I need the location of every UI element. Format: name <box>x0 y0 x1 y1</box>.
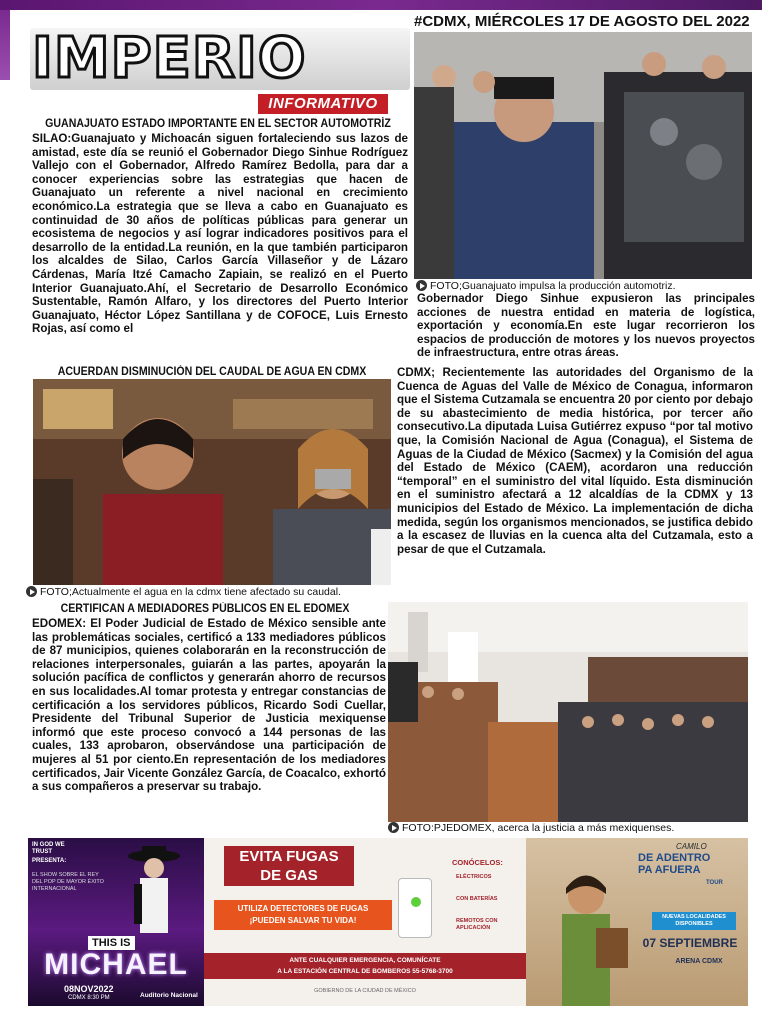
article3-headline: CERTIFICAN A MEDIADORES PÚBLICOS EN EL EDOMEX <box>60 603 350 615</box>
camilo-localidades: NUEVAS LOCALIDADES DISPONIBLES <box>652 912 736 930</box>
gas-title-line1: EVITA FUGAS <box>239 848 339 865</box>
article2-caption-text: FOTO;Actualmente el agua en la cdmx tiene afectado su caudal. <box>40 586 341 598</box>
michael-figure-icon <box>118 844 188 939</box>
gas-type-2: CON BATERÍAS <box>456 896 498 902</box>
michael-name: MICHAEL <box>44 948 188 981</box>
article1-photo-image <box>414 32 752 279</box>
michael-silhouette <box>118 844 188 939</box>
detector-light-icon <box>411 897 421 907</box>
camilo-tour-line2: PA AFUERA <box>638 864 701 876</box>
article2-photo-image <box>33 379 391 585</box>
camilo-venue: ARENA CDMX <box>675 958 723 965</box>
gas-emergency-line1: ANTE CUALQUIER EMERGENCIA, COMUNÍCATE <box>289 957 441 964</box>
logo-text: IMPERIO <box>32 26 307 91</box>
michael-date: 08NOV2022 <box>64 984 114 994</box>
camilo-tour-title <box>638 852 744 876</box>
gas-subtitle-line1: UTILIZA DETECTORES DE FUGAS <box>237 904 369 913</box>
gas-type-3: REMOTOS CON APLICACIÓN <box>456 918 498 931</box>
play-icon-3 <box>388 822 399 833</box>
camilo-tour: TOUR <box>706 880 723 886</box>
michael-presenta: PRESENTA: <box>32 858 67 864</box>
gas-conocelos: CONÓCELOS: <box>452 858 503 867</box>
camilo-figure-icon <box>536 858 636 1006</box>
ad-this-is-michael[interactable] <box>28 838 204 1006</box>
camilo-artist: CAMILO <box>676 842 707 851</box>
article1-body-left: SILAO:Guanajuato y Michoacán siguen fortaleciendo sus lazos de amistad, este día se reunió el Gobernador Diego Sinhue Rodríguez Vallejo con el Gobernador, Alfredo Ramírez Bedolla, para dar a conocer experiencias sobre las estrategias que hacen de Guanajuato un referente a nivel nacional en crecimiento económico.La estrategia que se lleva a cabo en Guanajuato es continuidad de 30 años de políticas públicas para generar un ecosistema de negocios y así lograr indicadores positivos para el desarrollo de la entidad.La reunión, en la que también participaron los alcaldes de Silao, Carlos García Villaseñor y de Lázaro Cárdenas, María Itzé Camacho Zapiain, se realizó en el Puerto Interior Guanajuato.Ahí, el Secretario de Desarrollo Económico Sustentable, Ramón Alfaro, y los directores del Puerto Interior Guanajuato, Héctor López Santillana y de COFOCE, Luis Ernesto Rojas, así como el <box>32 132 408 336</box>
michael-this-is: THIS IS <box>88 936 135 950</box>
camilo-photo <box>536 858 636 1006</box>
article3-caption-text: FOTO:PJEDOMEX, acerca la justicia a más mexiquenses. <box>402 822 675 834</box>
top-purple-bar <box>0 0 762 10</box>
article2-headline: ACUERDAN DISMINUCIÓN DEL CAUDAL DE AGUA EN CDMX <box>57 366 367 378</box>
gas-subtitle-box <box>214 900 392 930</box>
ad-evita-fugas[interactable] <box>204 838 526 1006</box>
camilo-tour-line1: DE ADENTRO <box>638 852 711 864</box>
gas-footer: GOBIERNO DE LA CIUDAD DE MÉXICO <box>314 988 416 994</box>
michael-top-left: IN GOD WE TRUST <box>32 842 65 855</box>
article3-body: EDOMEX: El Poder Judicial de Estado de México sensible ante las problemáticas sociales, certificó a 133 mediadores públicos de 87 municipios, quienes colaborarán en la reconstrucción de relaciones interpersonales, guiarán a las partes, apoyarán la solución pacífica de conflictos y generarán ahorro de recursos en sus localidades.Al tomar protesta y entregar constancias de certificación a los servidores públicos, Ricardo Sodi Cuellar, Presidente del Tribunal Superior de Justicia mexiquense informó que este proceso convocó a 144 personas de las cuales, 133 aprobaron, observándose una participación de mujeres al 51 por ciento.En representación de los mediadores certificados, Jair Vicente González García, de Coacalco, exhortó a sus compañeros a preservar su trabajo. <box>32 617 386 794</box>
article2-caption <box>26 586 341 599</box>
play-icon-2 <box>26 586 37 597</box>
article1-headline: GUANAJUATO ESTADO IMPORTANTE EN EL SECTOR AUTOMOTRÍZ <box>45 118 391 130</box>
gas-title-box <box>224 846 354 886</box>
ad-camilo[interactable] <box>526 838 748 1006</box>
play-icon <box>416 280 427 291</box>
gas-type-1: ELÉCTRICOS <box>456 874 492 880</box>
gas-detector-icon <box>398 878 432 938</box>
article3-photo <box>388 602 748 822</box>
article3-photo-image <box>388 602 748 822</box>
article1-caption-text: FOTO;Guanajuato impulsa la producción automotriz. <box>430 280 676 292</box>
article1-photo <box>414 32 752 279</box>
article2-photo <box>33 379 391 585</box>
article2-body: CDMX; Recientemente las autoridades del Organismo de la Cuenca de Aguas del Valle de México de Conagua, informaron que el Sistema Cutzamala se encuentra 20 por ciento por debajo de su abastecimiento de media histórica, por tercer año consecutivo.La diputada Luisa Gutiérrez expuso “por tal motivo que, la Comisión Nacional de Agua (Conagua), el Sistema de Aguas de la Ciudad de México (Sacmex) y la Comisión del agua del Estado de México (CAEM), acordaron una reducción “temporal” en el suministro del vital líquido. Esta disminución en el suministro afectará a 12 alcaldías de la CDMX y 13 municipios del Estado de México. La implementación de dicha medida, según los organismos mencionados, se justifica debido a la escasez de lluvias en la cuenca alta del Cutzamala, esto a pesar de que el Cutzamala. <box>397 366 753 556</box>
article1-body-right: Gobernador Diego Sinhue expusieron las principales acciones de nuestra entidad en materia de logística, exportación y economía.En este lugar recorrieron los espacios de producción de motores y los nuevos proyectos de infraestructura, entre otras áreas. <box>417 292 755 360</box>
michael-tagline: EL SHOW SOBRE EL REY DEL POP DE MAYOR ÉXITO INTERNACIONAL <box>32 872 104 892</box>
michael-location: CDMX 8:30 PM <box>68 995 110 1001</box>
gas-emergency-line2: A LA ESTACIÓN CENTRAL DE BOMBEROS 55-5768-3700 <box>277 968 453 975</box>
camilo-date: 07 SEPTIEMBRE <box>642 936 738 950</box>
gas-title-line2: DE GAS <box>260 867 318 884</box>
dateline: #CDMX, MIÉRCOLES 17 DE AGOSTO DEL 2022 <box>414 13 750 30</box>
michael-venue: Auditorio Nacional <box>140 992 198 999</box>
logo-subtitle: INFORMATIVO <box>258 94 388 114</box>
side-purple-accent <box>0 10 10 80</box>
gas-subtitle-line2: ¡PUEDEN SALVAR TU VIDA! <box>249 916 357 925</box>
article3-caption <box>388 822 674 835</box>
gas-emergency <box>204 953 526 979</box>
